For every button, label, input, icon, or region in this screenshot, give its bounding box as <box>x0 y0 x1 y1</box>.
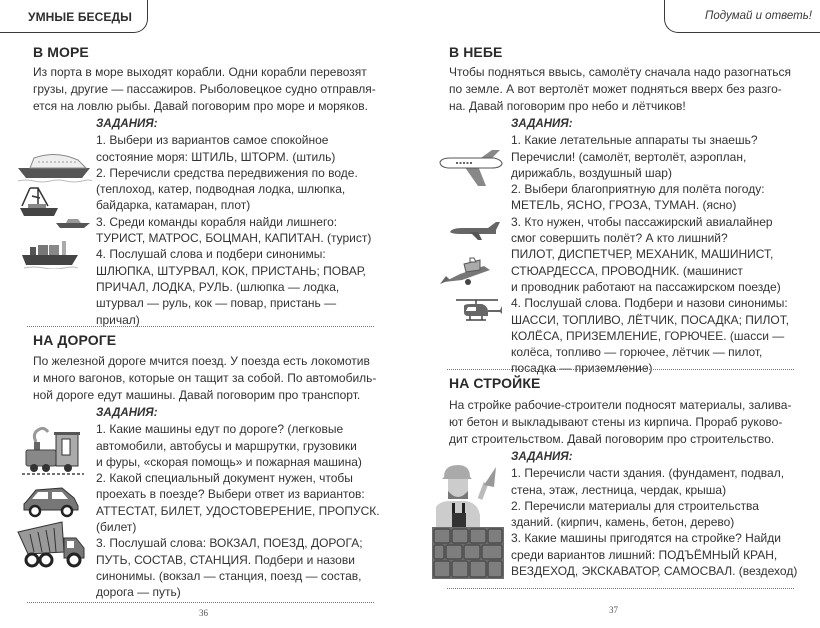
jet-icon <box>448 220 502 242</box>
task-line: (теплоход, катер, подводная лодка, шлюпка, <box>96 182 346 197</box>
task-line: и фуры, «скорая помощь» и пожарная машина) <box>96 454 362 469</box>
section-header-tab <box>0 0 148 33</box>
section-title-road: НА ДОРОГЕ <box>33 332 117 348</box>
intro-line: ют бетон и выкладывают стены из кирпича. Прораб руково- <box>449 415 783 429</box>
intro-line: и много вагонов, которые он тащит за собой. По автомобиль- <box>33 371 377 385</box>
task-line: АТТЕСТАТ, БИЛЕТ, УДОСТОВЕРЕНИЕ, ПРОПУСК. <box>96 503 380 518</box>
intro-line: На стройке рабочие-строители подносят материалы, залива- <box>449 398 792 412</box>
task-list-sea <box>96 116 371 328</box>
task-list-road <box>96 405 380 601</box>
task-line: Перечисли! (самолёт, вертолёт, аэроплан, <box>511 149 747 164</box>
tasks-label: ЗАДАНИЯ: <box>511 118 573 130</box>
task-line: 2. Выбери благоприятную для полёта погоду: <box>511 182 765 197</box>
section-divider <box>447 369 794 370</box>
task-line: дорога — путь) <box>96 585 181 600</box>
tasks-label: ЗАДАНИЯ: <box>96 407 158 419</box>
task-line: (билет) <box>96 520 137 535</box>
task-line: стена, этаж, лестница, чердак, крыша) <box>511 482 727 497</box>
section-intro-sky <box>449 64 791 115</box>
page-number: 37 <box>609 605 618 615</box>
task-line: состояние моря: ШТИЛЬ, ШТОРМ. (штиль) <box>96 149 336 164</box>
task-line: и проводник работают на пассажирском поезде) <box>511 279 781 294</box>
page-bottom-divider <box>447 588 794 589</box>
intro-line: По железной дороге мчится поезд. У поезда есть локомотив <box>33 354 370 368</box>
task-line: 4. Послушай слова и подбери синонимы: <box>96 247 326 262</box>
task-line: 3. Среди команды корабля найди лишнего: <box>96 214 338 229</box>
section-title-sea: В МОРЕ <box>33 44 89 60</box>
section-header-tab <box>664 0 820 33</box>
task-line: байдарка, катамаран, плот) <box>96 198 251 213</box>
task-line: посадка — приземление) <box>511 361 653 376</box>
dump-truck-icon <box>16 520 86 570</box>
page-number: 36 <box>199 608 208 618</box>
task-line: ПРИЧАЛ, ЛОДКА, РУЛЬ. (шлюпка — лодка, <box>96 279 340 294</box>
section-intro-road <box>33 353 376 404</box>
task-line: причал) <box>96 312 140 327</box>
task-line: ПУТЬ, СОСТАВ, СТАНЦИЯ. Подбери и назови <box>96 552 355 567</box>
motor-boat-icon <box>56 216 90 230</box>
steam-locomotive-icon <box>22 424 84 476</box>
task-line: 3. Послушай слова: ВОКЗАЛ, ПОЕЗД, ДОРОГА; <box>96 536 363 551</box>
task-line: 2. Какой специальный документ нужен, чтобы <box>96 471 353 486</box>
intro-line: грузы, другие — пассажиров. Рыболовецкое судно отправля- <box>33 82 376 96</box>
task-line: среди вариантов лишний: ПОДЪЁМНЫЙ КРАН, <box>511 547 778 562</box>
task-line: 2. Перечисли материалы для строительства <box>511 498 759 513</box>
cargo-ship-icon <box>22 239 78 269</box>
tasks-label: ЗАДАНИЯ: <box>96 118 158 130</box>
task-line: СТЮАРДЕССА, ПРОВОДНИК. (машинист <box>511 263 743 278</box>
task-list-sky <box>511 116 789 377</box>
intro-line: дит строительством. Давай поговорим про строительство. <box>449 432 775 446</box>
task-line: штурвал — руль, кок — повар, пристань — <box>96 296 337 311</box>
task-line: 2. Перечисли средства передвижения по воде. <box>96 165 358 180</box>
section-intro-construction <box>449 397 791 448</box>
task-line: зданий. (кирпич, камень, бетон, дерево) <box>511 515 735 530</box>
helicopter-icon <box>454 296 504 326</box>
cruise-ship-icon <box>16 150 92 184</box>
task-line: синонимы. (вокзал — станция, поезд — состав, <box>96 568 362 583</box>
intro-line: по земле. А вот вертолёт может подняться вверх без разго- <box>449 82 782 96</box>
fishing-boat-icon <box>20 186 60 220</box>
task-line: ПИЛОТ, ДИСПЕТЧЕР, МЕХАНИК, МАШИНИСТ, <box>511 247 774 262</box>
task-line: ВЕЗДЕХОД, ЭКСКАВАТОР, САМОСВАЛ. (вездеход) <box>511 564 798 579</box>
intro-line: ной дороге едут машины. Давай поговорим про транспорт. <box>33 388 361 402</box>
task-line: ТУРИСТ, МАТРОС, БОЦМАН, КАПИТАН. (турист) <box>96 231 372 246</box>
task-line: дирижабль, воздушный шар) <box>511 165 672 180</box>
task-line: КОЛЁСА, ПРИЗЕМЛЕНИЕ, ГОРЮЧЕЕ. (шасси — <box>511 328 785 343</box>
task-line: колёса, топливо — горючее, лётчик — пилот, <box>511 345 763 360</box>
task-line: 3. Какие машины пригодятся на стройке? Найди <box>511 531 781 546</box>
task-line: 3. Кто нужен, чтобы пассажирский авиалайнер <box>511 214 773 229</box>
task-line: 1. Какие машины едут по дороге? (легковые <box>96 422 344 437</box>
task-line: смог совершить полёт? А кто лишний? <box>511 231 728 246</box>
page-bottom-divider <box>27 602 374 603</box>
task-line: 4. Послушай слова. Подбери и назови синонимы: <box>511 296 788 311</box>
biplane-icon <box>440 254 494 288</box>
intro-line: на. Давай поговорим про небо и лётчиков! <box>449 99 686 113</box>
task-line: ШАССИ, ТОПЛИВО, ЛЁТЧИК, ПОСАДКА; ПИЛОТ, <box>511 312 790 327</box>
intro-line: Чтобы подняться ввысь, самолёту сначала надо разогнаться <box>449 65 791 79</box>
right-page <box>410 0 820 628</box>
section-intro-sea <box>33 64 376 115</box>
task-line: 1. Какие летательные аппараты ты знаешь? <box>511 133 758 148</box>
intro-line: ется на ловлю рыбы. Давай поговорим про море и моряков. <box>33 99 368 113</box>
task-list-construction <box>511 449 797 579</box>
airliner-icon <box>438 148 506 188</box>
task-line: автомобили, автобусы и маршрутки, грузовики <box>96 438 357 453</box>
task-line: проехать в поезде? Выбери ответ из вариантов: <box>96 487 365 502</box>
task-line: 1. Выбери из вариантов самое спокойное <box>96 133 329 148</box>
header-subtitle: Подумай и ответь! <box>705 10 812 22</box>
section-title-construction: НА СТРОЙКЕ <box>449 375 541 391</box>
section-title-sky: В НЕБЕ <box>449 44 503 60</box>
task-line: 1. Перечисли части здания. (фундамент, подвал, <box>511 466 785 481</box>
header-title: УМНЫЕ БЕСЕДЫ <box>28 10 133 24</box>
section-divider <box>27 326 374 327</box>
car-icon <box>22 484 80 518</box>
task-line: МЕТЕЛЬ, ЯСНО, ГРОЗА, ТУМАН. (ясно) <box>511 198 737 213</box>
task-line: ШЛЮПКА, ШТУРВАЛ, КОК, ПРИСТАНЬ; ПОВАР, <box>96 263 366 278</box>
tasks-label: ЗАДАНИЯ: <box>511 451 573 463</box>
builder-with-brick-wall-icon <box>432 463 508 579</box>
intro-line: Из порта в море выходят корабли. Одни корабли перевозят <box>33 65 367 79</box>
